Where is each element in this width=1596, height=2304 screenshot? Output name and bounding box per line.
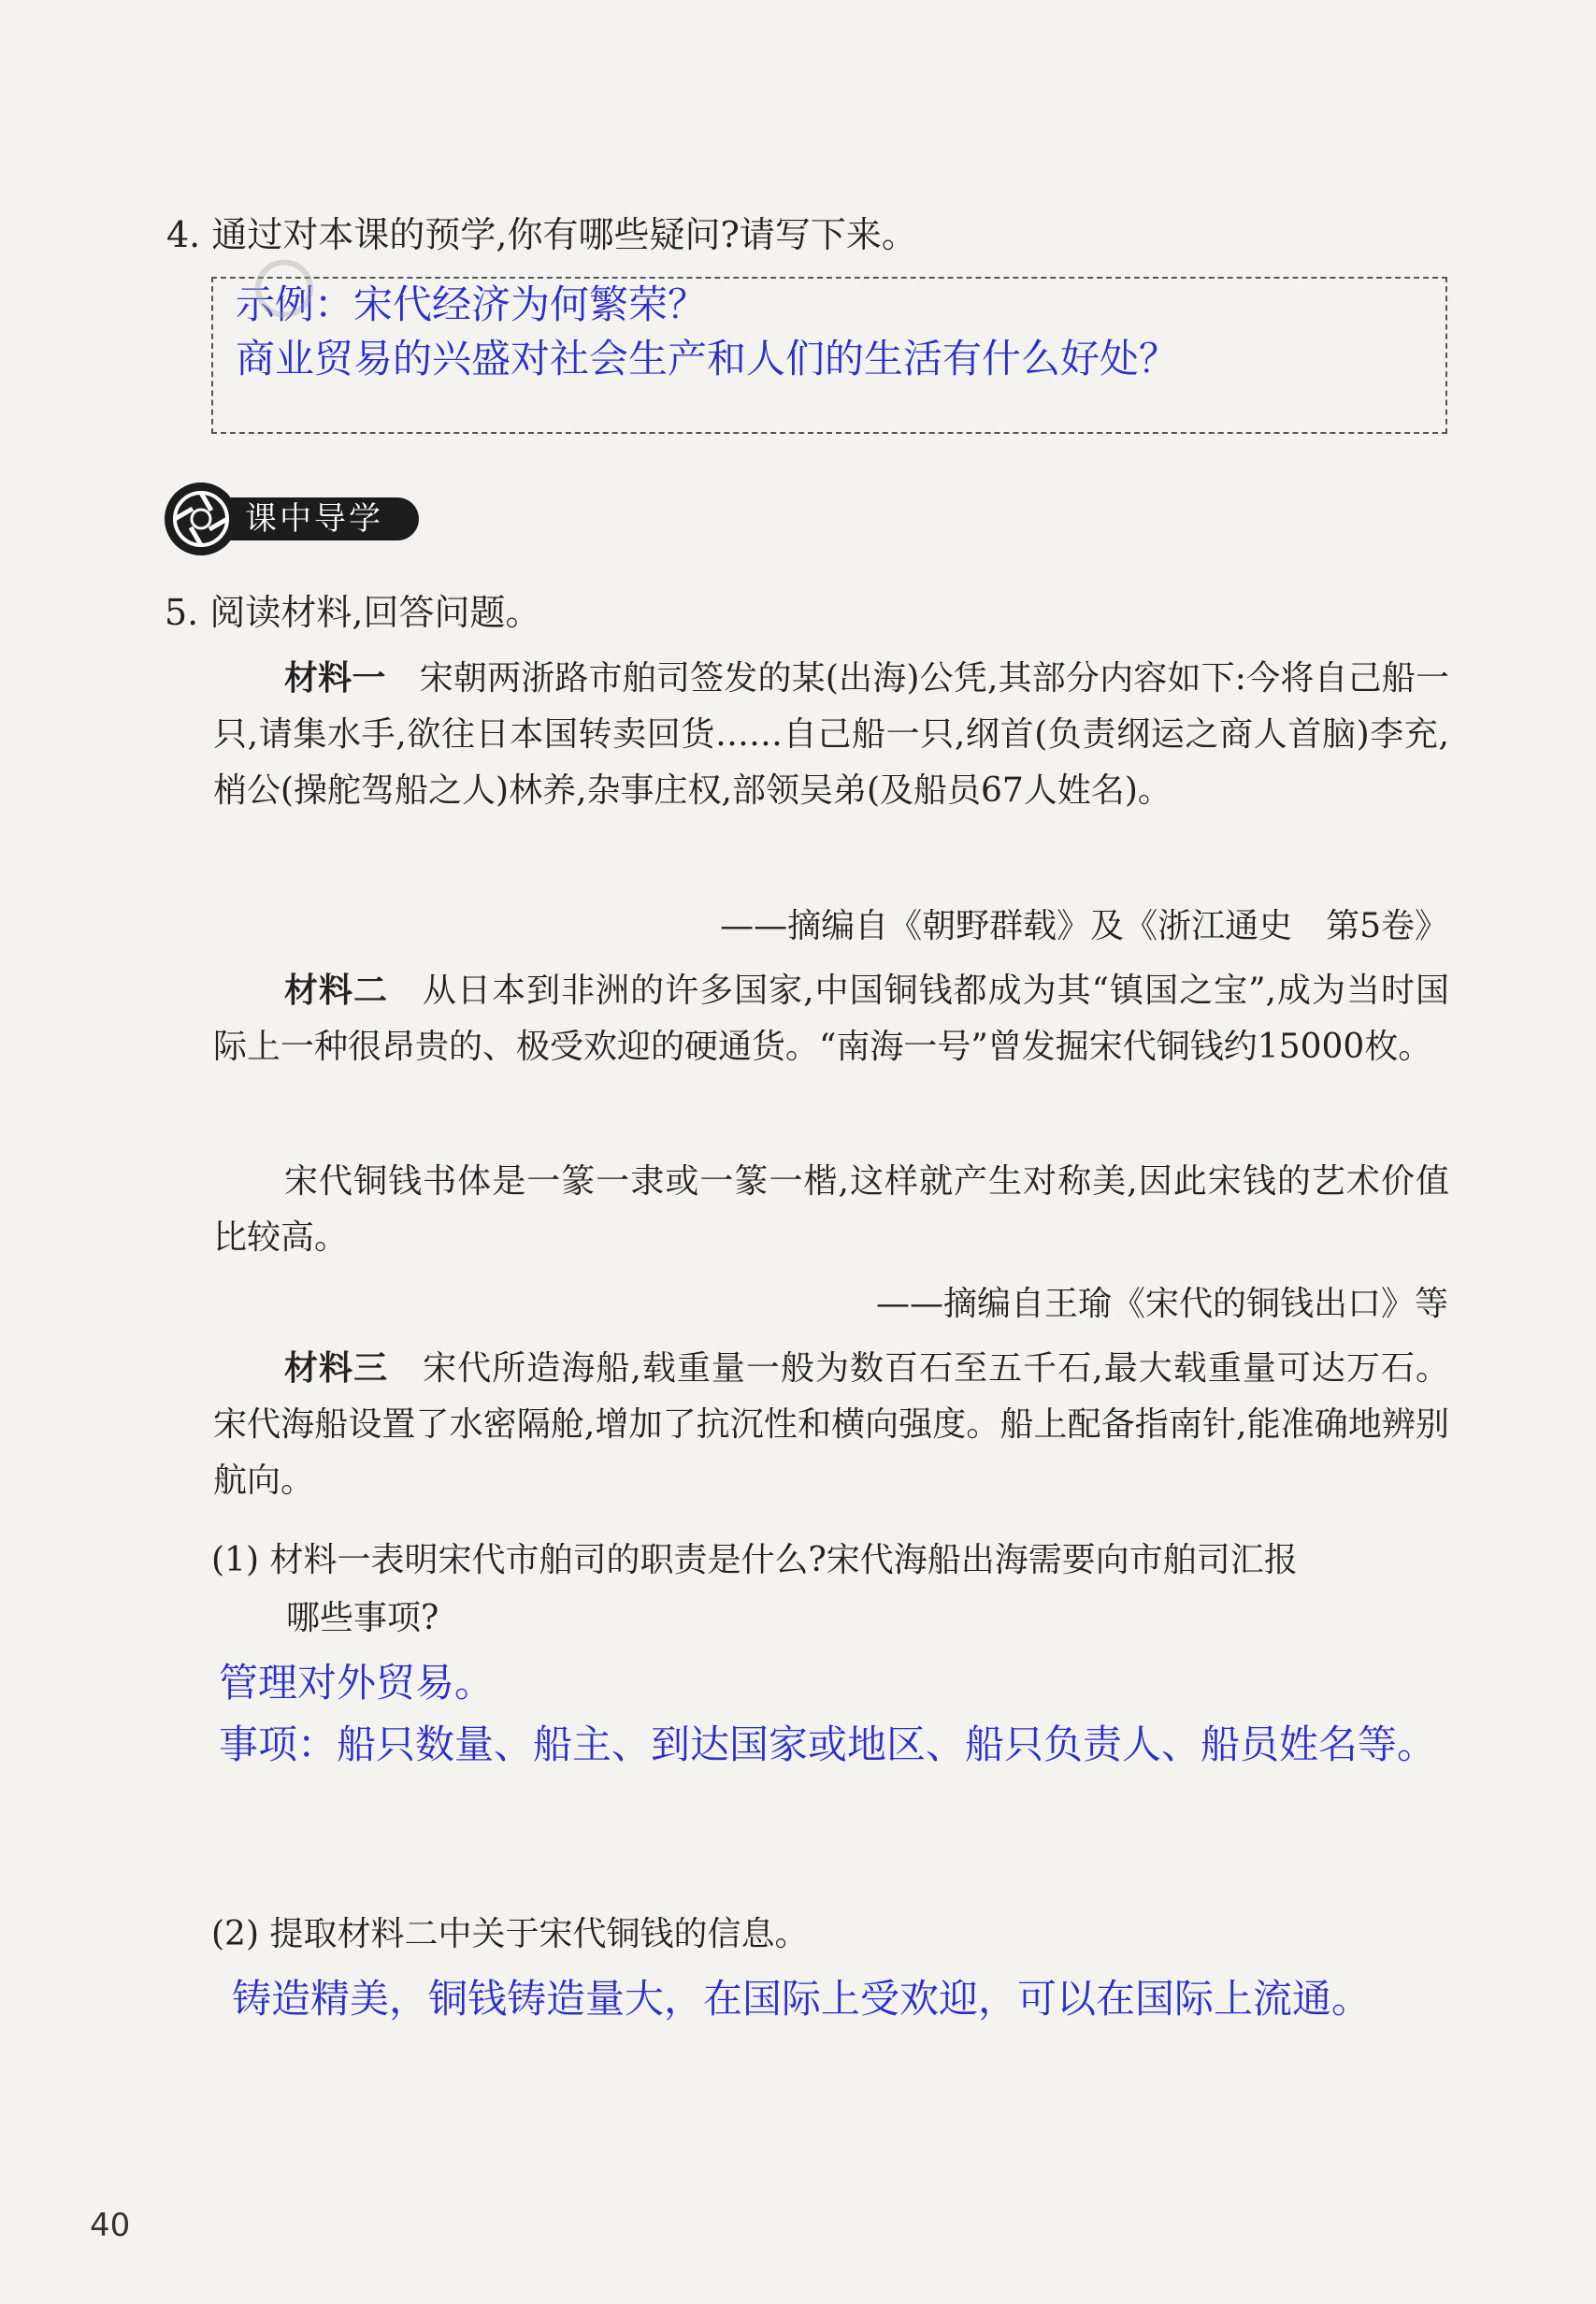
subquestion-1: (1) 材料一表明宋代市舶司的职责是什么?宋代海船出海需要向市舶司汇报 <box>211 1541 1298 1579</box>
question-4 <box>166 211 917 258</box>
material-2 <box>213 963 1449 1075</box>
material-2-text: 从日本到非洲的许多国家,中国铜钱都成为其“镇国之宝”,成为当时国际上一种很昂贵的、极受欢迎的硬通货。“南海一号”曾发掘宋代铜钱约15000枚。 <box>213 972 1449 1066</box>
aperture-icon <box>165 482 237 555</box>
question-text: 阅读材料,回答问题。 <box>209 592 541 633</box>
section-header <box>165 482 445 557</box>
material-3 <box>213 1341 1449 1509</box>
subquestion-1-answer-2: 事项：船只数量、船主、到达国家或地区、船只负责人、船员姓名等。 <box>219 1721 1437 1767</box>
material-2-text-2: 宋代铜钱书体是一篆一隶或一篆一楷,这样就产生对称美,因此宋钱的艺术价值比较高。 <box>213 1162 1449 1257</box>
question-number: 5. <box>165 592 199 633</box>
material-1 <box>213 651 1449 819</box>
answer-line-1: 示例：宋代经济为何繁荣？ <box>236 281 708 327</box>
subquestion-2: (2) 提取材料二中关于宋代铜钱的信息。 <box>211 1915 809 1953</box>
material-3-label: 材料三 <box>284 1349 389 1388</box>
subquestion-2-answer: 铸造精美，铜钱铸造量大，在国际上受欢迎，可以在国际上流通。 <box>232 1976 1372 2022</box>
section-title: 课中导学 <box>245 500 383 538</box>
material-1-text: 宋朝两浙路市舶司签发的某(出海)公凭,其部分内容如下:今将自己船一只,请集水手,欲往日本国转卖回货……自己船一只,纲首(负责纲运之商人首脑)李充,梢公(操舵驾船之人)林养,杂事庄权,部领吴弟(及船员67人姓名)。 <box>213 659 1449 810</box>
question-5 <box>165 589 540 636</box>
page-number: 40 <box>90 2207 131 2244</box>
material-1-source: ——摘编自《朝野群载》及《浙江通史 第5卷》 <box>720 907 1448 945</box>
subquestion-1-answer-1: 管理对外贸易。 <box>219 1660 495 1706</box>
subquestion-1-cont: 哪些事项? <box>286 1599 439 1637</box>
material-2-label: 材料二 <box>284 972 389 1010</box>
question-text: 通过对本课的预学,你有哪些疑问?请写下来。 <box>211 214 917 255</box>
answer-box[interactable] <box>211 277 1447 434</box>
material-2-source: ——摘编自王瑜《宋代的铜钱出口》等 <box>875 1285 1448 1323</box>
question-number: 4. <box>166 214 201 255</box>
material-3-text: 宋代所造海船,载重量一般为数百石至五千石,最大载重量可达万石。宋代海船设置了水密隔舱,增加了抗沉性和横向强度。船上配备指南针,能准确地辨别航向。 <box>213 1349 1449 1500</box>
answer-line-2: 商业贸易的兴盛对社会生产和人们的生活有什么好处？ <box>236 336 1179 382</box>
material-1-label: 材料一 <box>284 659 386 698</box>
watermark-logo-icon <box>248 245 368 325</box>
watermark <box>248 245 370 341</box>
